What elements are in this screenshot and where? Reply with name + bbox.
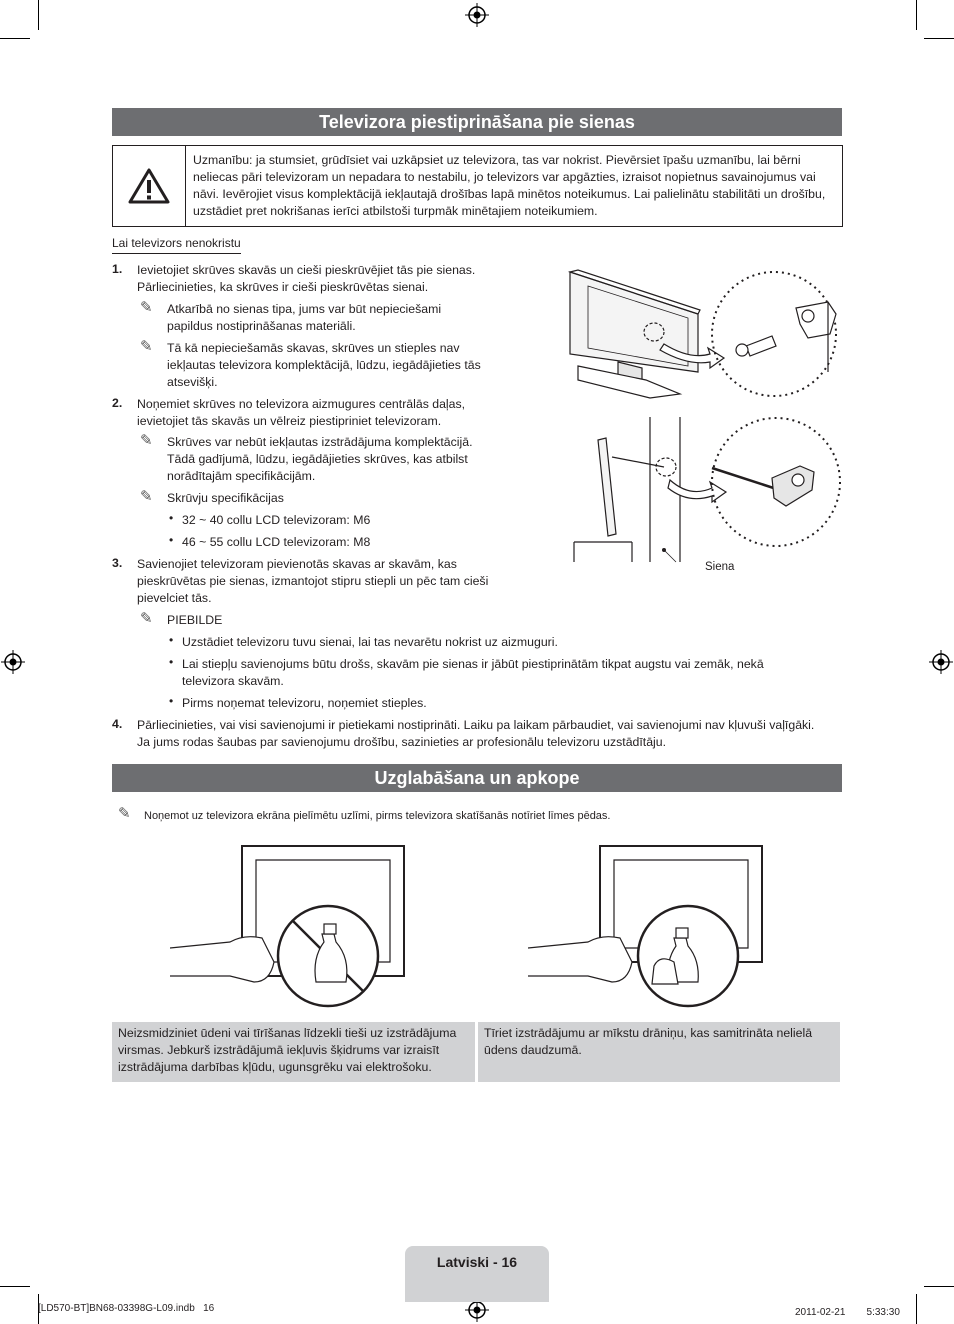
section-title-wall-mount: Televizora piestiprināšana pie sienas: [112, 108, 842, 136]
spec-bullet-text: 46 ~ 55 collu LCD televizoram: M8: [182, 535, 371, 549]
note-text: atsevišķi.: [167, 375, 218, 389]
registration-mark-icon: [929, 650, 953, 674]
section-title-care: Uzglabāšana un apkope: [112, 764, 842, 792]
wall-label: Siena: [705, 561, 735, 573]
print-file-info: [LD570-BT]BN68-03398G-L09.indb 16: [38, 1303, 215, 1314]
step-text: pieskrūvētas pie sienas, izmantojot stipru stiepli un pēc tam cieši: [137, 574, 489, 588]
bullet-dot: •: [169, 533, 174, 547]
step-text: Pārliecinieties, vai visi savienojumi ir pietiekami nostiprināti. Laiku pa laikam pārbaudiet, vai savienojumi nav kļuvuši vaļīgāki.: [137, 718, 815, 732]
caption-text: Neizsmidziniet ūdeni vai tīrīšanas līdzekli tieši uz izstrādājuma virsmas. Jebkurš izstrādājumā iekļuvis šķidrums var izraisīt izstrādājuma darbības kļūdu, ugunsgrēku vai elektrošoku.: [118, 1026, 457, 1074]
step-number: 1.: [112, 262, 123, 276]
spec-bullet-text: 32 ~ 40 collu LCD televizoram: M6: [182, 513, 371, 527]
bullet-dot: •: [169, 633, 174, 647]
tv-side-view: [574, 417, 680, 562]
bullet-dot: •: [169, 655, 174, 669]
crop-mark: [38, 0, 39, 30]
step-text: Ievietojiet skrūves skavās un cieši pieskrūvējiet tās pie sienas.: [137, 263, 476, 277]
note-text: Skrūvju specifikācijas: [167, 491, 284, 505]
caption-wrong-cleaning: [112, 1022, 475, 1082]
crop-mark: [924, 38, 954, 39]
step-number: 4.: [112, 717, 123, 731]
caution-box: [112, 145, 843, 227]
caption-correct-cleaning: [478, 1022, 840, 1082]
warning-triangle-icon: [128, 168, 170, 204]
step-number: 2.: [112, 396, 123, 410]
note-text: norādītajām specifikācijām.: [167, 469, 316, 483]
arrow-icon: [668, 480, 726, 502]
caption-text: Tīriet izstrādājumu ar mīkstu drāniņu, kas samitrināta nelielā ūdens daudzumā.: [484, 1026, 813, 1057]
note-title: PIEBILDE: [167, 613, 223, 627]
note-text: Atkarībā no sienas tipa, jums var būt nepieciešami: [167, 302, 442, 316]
page-number: Latviski - 16: [436, 1254, 518, 1270]
step-text: Pārliecinieties, ka skrūves ir cieši pieskrūvētas sienai.: [137, 280, 429, 294]
bullet-dot: •: [169, 694, 174, 708]
caution-label: Uzmanību: [193, 153, 250, 167]
bullet-dot: •: [169, 511, 174, 525]
subheading-anti-fall: Lai televizors nenokristu: [112, 236, 241, 254]
note-text: iekļautas televizora komplektācijā, lūdzu, iegādājieties tās: [167, 358, 481, 372]
bracket-screw-detail: [736, 302, 836, 372]
registration-mark-icon: [465, 3, 489, 27]
crop-mark: [916, 0, 917, 30]
note-bullet-text: televizora skavām.: [182, 674, 284, 688]
note-bullet-text: Pirms noņemat televizoru, noņemiet stieples.: [182, 696, 427, 710]
step-text: Ja jums rodas šaubas par savienojumu drošību, sazinieties ar profesionālu televizoru uzstādītāju.: [137, 735, 667, 749]
note-text: papildus nostiprināšanas materiāli.: [167, 319, 356, 333]
crop-mark: [924, 1286, 954, 1287]
note-pencil-icon: ✎: [140, 338, 153, 355]
note-pencil-icon: ✎: [140, 488, 153, 505]
caution-icon-cell: [113, 146, 186, 226]
note-pencil-icon: ✎: [118, 805, 131, 822]
caution-body: : ja stumsiet, grūdīsiet vai uzkāpsiet uz televizora, tas var nokrist. Pievērsiet īpašu uzmanību, lai bērni neliecas pāri televizoram un nepadara to nestabilu, jo televizors var apgāzties, izraisot nopietnus savainojumus vai nāvi. Ievērojiet visus komplektācijā iekļautajā drošības lapā minētos noteikumus. Lai palielinātu stabilitāti un drošību, uzstādiet pret nokrišanas ierīci atbilstoši turpmāk minētajiem noteikumiem.: [193, 153, 826, 218]
note-text: Tā kā nepieciešamās skavas, skrūves un stieples nav: [167, 341, 460, 355]
wall-mount-illustration: [560, 262, 845, 582]
crop-mark: [0, 1286, 30, 1287]
step-text: pievelciet tās.: [137, 591, 212, 605]
note-pencil-icon: ✎: [140, 432, 153, 449]
note-pencil-icon: ✎: [140, 610, 153, 627]
note-bullet-text: Lai stiepļu savienojums būtu drošs, skavām pie sienas ir jābūt piestiprinātām tikpat augstu vai zemāk, nekā: [182, 657, 764, 671]
wire-bracket-detail: [712, 466, 814, 506]
print-date-info: 2011-02-21 5:33:30: [795, 1307, 900, 1318]
note-text: Skrūves var nebūt iekļautas izstrādājuma komplektācijā.: [167, 435, 473, 449]
step-text: Noņemiet skrūves no televizora aizmugures centrālās daļas,: [137, 397, 466, 411]
cleaning-correct-illustration: [528, 842, 768, 1012]
step-text: ievietojiet tās skavās un vēlreiz piestipriniet televizoram.: [137, 414, 442, 428]
step-text: Savienojiet televizoram pievienotās skavas ar skavām, kas: [137, 557, 457, 571]
care-note: Noņemot uz televizora ekrāna pielīmētu uzlīmi, pirms televizora skatīšanās notīriet līmes pēdas.: [144, 810, 611, 822]
note-text: Tādā gadījumā, lūdzu, iegādājieties skrūves, kas atbilst: [167, 452, 468, 466]
page-number-tab: [405, 1246, 549, 1302]
cleaning-wrong-illustration: [170, 842, 410, 1012]
crop-mark: [916, 1294, 917, 1324]
step-number: 3.: [112, 556, 123, 570]
caution-text: [193, 152, 838, 220]
registration-mark-icon: [1, 650, 25, 674]
note-pencil-icon: ✎: [140, 299, 153, 316]
crop-mark: [0, 38, 30, 39]
tv-back-view: [570, 270, 700, 398]
note-bullet-text: Uzstādiet televizoru tuvu sienai, lai tas nevarētu nokrist uz aizmuguri.: [182, 635, 558, 649]
